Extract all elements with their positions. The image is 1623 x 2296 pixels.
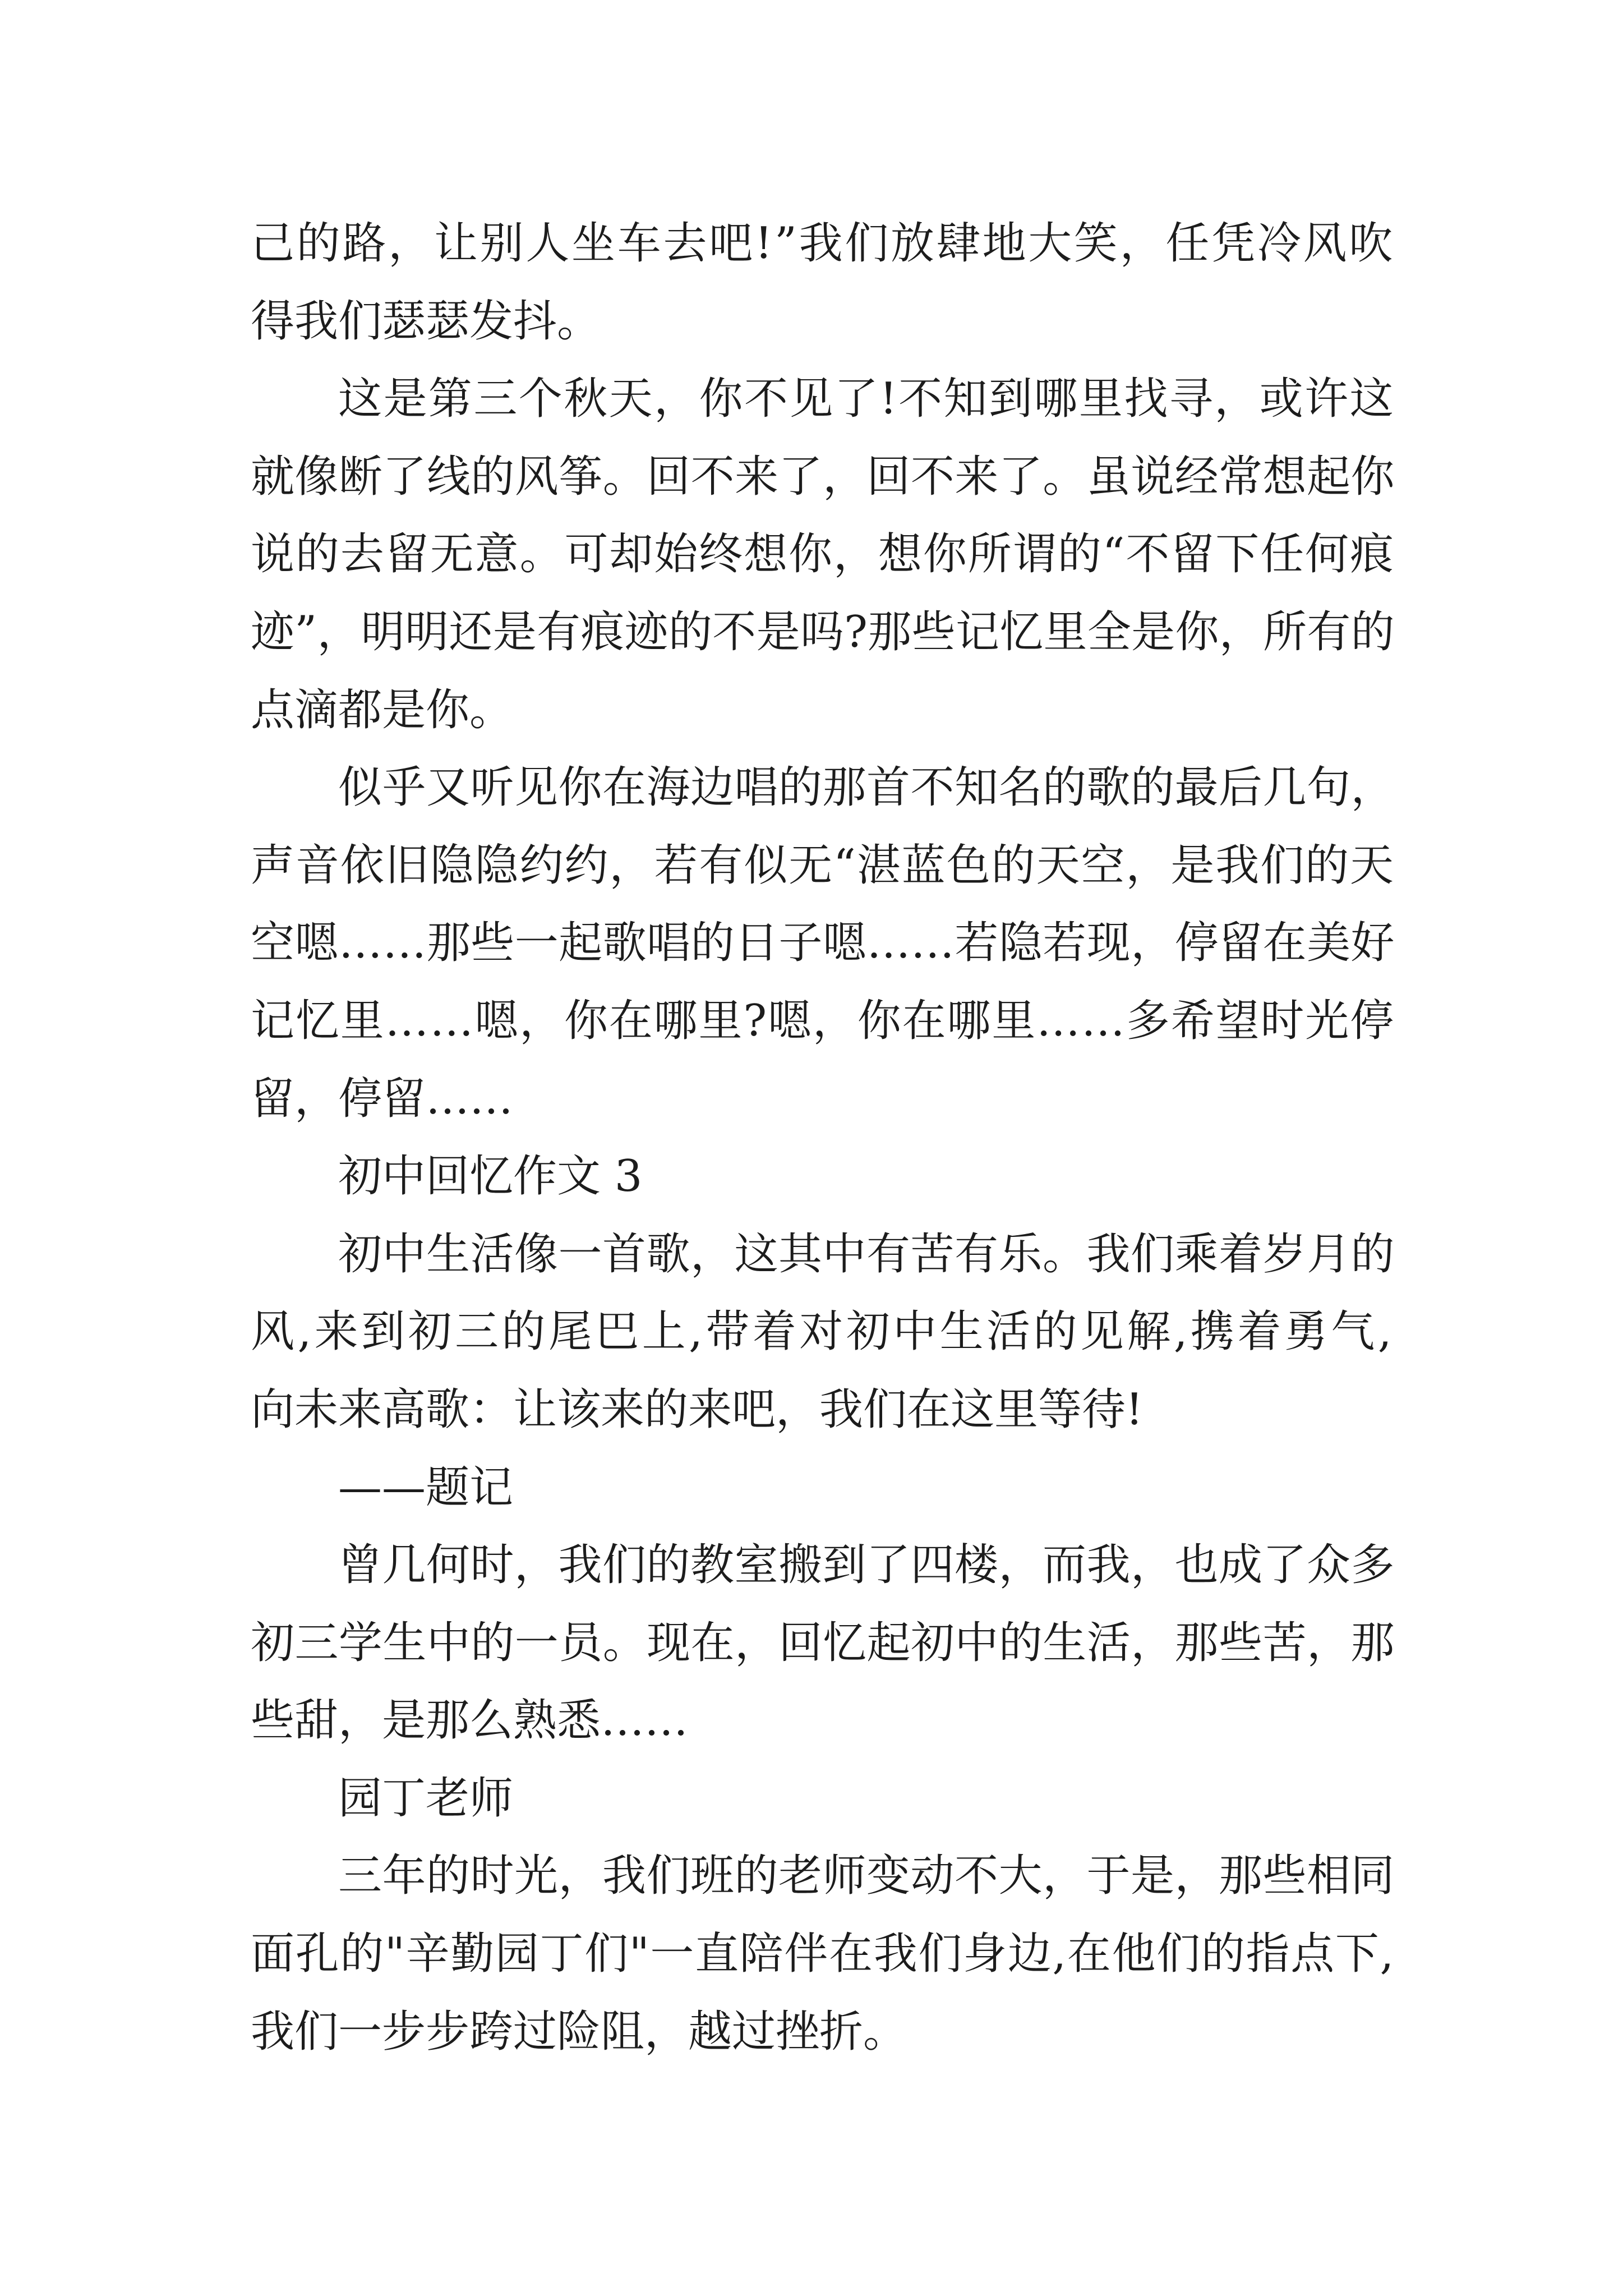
line-text: 迹”，明明还是有痕迹的不是吗?那些记忆里全是你，所有的 [251, 606, 1395, 657]
line-text: 记忆里……嗯，你在哪里?嗯，你在哪里……多希望时光停 [251, 995, 1395, 1046]
section-heading [251, 1138, 1395, 1216]
text-line [251, 1060, 1395, 1138]
document-page [251, 205, 1395, 2070]
line-text: 三年的时光，我们班的老师变动不大，于是，那些相同 [338, 1851, 1395, 1902]
line-text: 些甜，是那么熟悉…… [251, 1695, 689, 1746]
line-text: 似乎又听见你在海边唱的那首不知名的歌的最后几句， [338, 762, 1395, 813]
paragraph [251, 749, 1395, 1138]
text-line [251, 1993, 1395, 2071]
text-line [251, 438, 1395, 516]
line-text: 说的去留无意。可却始终想你，想你所谓的“不留下任何痕 [251, 529, 1395, 580]
paragraph [251, 360, 1395, 749]
line-text: 就像断了线的风筝。回不来了，回不来了。虽说经常想起你 [251, 451, 1395, 502]
text-line [251, 1604, 1395, 1682]
line-text: 得我们瑟瑟发抖。 [251, 296, 601, 347]
line-text: 空嗯……那些一起歌唱的日子嗯……若隐若现，停留在美好 [251, 918, 1395, 969]
heading-text: 初中回忆作文 3 [338, 1151, 643, 1202]
text-line [251, 671, 1395, 749]
text-line [251, 283, 1395, 361]
text-line [251, 1216, 1395, 1294]
text-line [251, 982, 1395, 1060]
line-text: ——题记 [338, 1462, 514, 1513]
line-text: 这是第三个秋天，你不见了!不知到哪里找寻，或许这 [338, 374, 1395, 425]
line-text: 面孔的"辛勤园丁们"一直陪伴在我们身边,在他们的指点下, [251, 1929, 1395, 1980]
text-line [251, 516, 1395, 593]
text-line [251, 1138, 1395, 1216]
text-line [251, 1526, 1395, 1604]
line-text: 向未来高歌：让该来的来吧，我们在这里等待! [251, 1384, 1144, 1435]
text-line [251, 827, 1395, 905]
text-line [251, 1682, 1395, 1760]
text-line [251, 1837, 1395, 1915]
text-line [251, 1915, 1395, 1993]
line-text: 曾几何时，我们的教室搬到了四楼，而我，也成了众多 [338, 1540, 1395, 1591]
text-line [251, 1449, 1395, 1527]
paragraph [251, 1216, 1395, 1449]
line-text: 声音依旧隐隐约约，若有似无“湛蓝色的天空，是我们的天 [251, 840, 1395, 891]
text-line [251, 904, 1395, 982]
paragraph [251, 1526, 1395, 1760]
paragraph [251, 205, 1395, 360]
line-text: 初三学生中的一员。现在，回忆起初中的生活，那些苦，那 [251, 1617, 1395, 1668]
line-text: 己的路，让别人坐车去吧!”我们放肆地大笑，任凭冷风吹 [251, 218, 1395, 269]
line-text: 留，停留…… [251, 1073, 514, 1124]
line-text: 我们一步步跨过险阻，越过挫折。 [251, 2006, 907, 2057]
line-text: 初中生活像一首歌，这其中有苦有乐。我们乘着岁月的 [338, 1228, 1395, 1280]
heading-text: 园丁老师 [338, 1773, 514, 1824]
epigraph-attribution [251, 1449, 1395, 1527]
line-text: 点滴都是你。 [251, 684, 514, 735]
text-line [251, 1371, 1395, 1449]
text-line [251, 205, 1395, 283]
text-line [251, 360, 1395, 438]
text-line [251, 593, 1395, 671]
text-line [251, 1760, 1395, 1838]
text-line [251, 1293, 1395, 1371]
line-text: 风,来到初三的尾巴上,带着对初中生活的见解,携着勇气, [251, 1306, 1395, 1358]
subheading [251, 1760, 1395, 1838]
text-line [251, 749, 1395, 827]
paragraph [251, 1837, 1395, 2070]
